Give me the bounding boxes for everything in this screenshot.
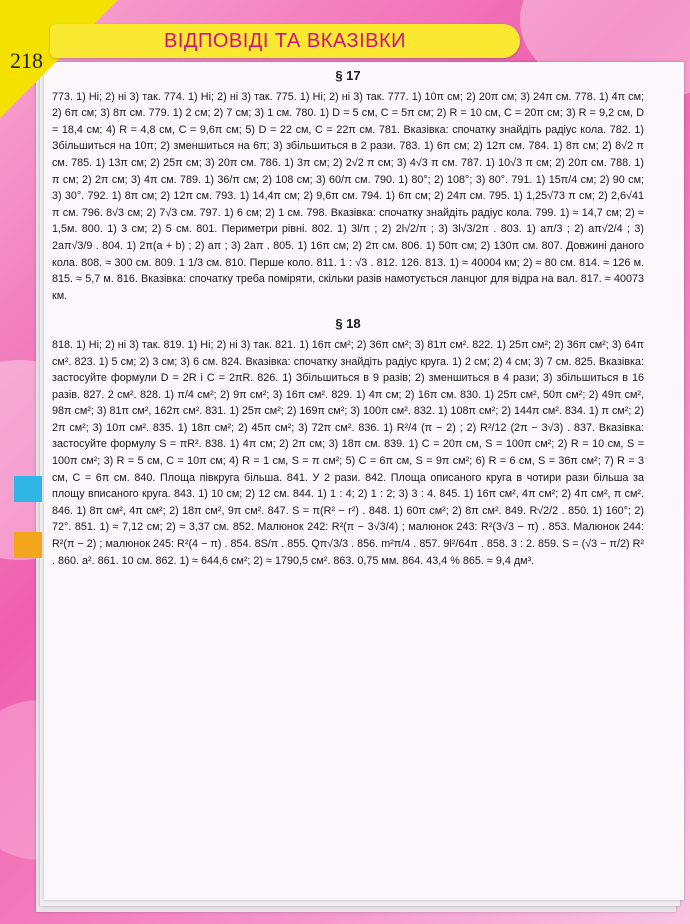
page-number: 218 bbox=[10, 48, 43, 73]
side-tab-orange bbox=[14, 532, 42, 558]
section-heading: § 18 bbox=[335, 316, 361, 332]
section-heading: § 17 bbox=[335, 68, 361, 83]
section-answers: 818. 1) Ні; 2) ні 3) так. 819. 1) Ні; 2) ні 3) так. 821. 1) 16π см²; 2) 36π см²; 3) 81π см². 822. 1) 25π см²; 2) 36π см²; 3) 64π см². 823. 1) 5 см; 2) 3 см; 3) 6 см. 824. Вказівка: спочатку знайдіть радіус круга. 1) 2 см; 2) 4 см; 3) 7 см. 825. Вказівка: застосуйте формули D = 2R і C = 2πR. 826. 1) Збільшиться в 9 разів; 2) зменшиться в 4 рази; 3) збільшиться в 16 разів. 827. 2 см². 828. 1) π/4 см²; 2) 9π см²; 3) 16π см². 829. 1) 4π см; 2) 16π см. 830. 1) 25π см², 50π см²; 2) 49π см², 98π см²; 3) 81π см², 162π см². 831. 1) 25π см²; 2) 169π см²; 3) 100π см². 832. 1) 108π см²; 2) 144π см². 834. 1) π см²; 2) 2π см²; 3) 10π см². 835. 1) 18π см²; 2) 45π см²; 3) 72π см². 836. 1) R²/4 (π − 2) ; 2) R²/12 (2π − 3√3) . 837. Вказівка: застосуйте формулу S = πR². 838. 1) 4π см; 2) 2π см; 3) 18π см. 839. 1) C = 20π см, S = 100π см²; 2) R = 10 см, S = 100π см²; 3) R = 5 см, C = 10π см; 4) R = 1 см, S = π см²; 5) C = 6π см, S = 9π см²; 6) R = 6 см, S = 36π см²; 7) R = 3 см, C = 6π см. 840. Площа півкруга більша. 841. У 2 рази. 842. Площа описаного круга в чотири рази більша за площу вписаного круга. 843. 1) 10 см; 2) 12 см. 844. 1) 1 : 4; 2) 1 : 2; 3) 3 : 4. 845. 1) 16π см², 4π см²; 2) 4π см², π см². 846. 1) 8π см², 4π см²; 2) 18π см², 9π см². 847. S = π(R² − r²) . 848. 1) 60π см²; 2) 8π см². 849. R√2/2 . 850. 1) 160°; 2) 72°. 851. 1) ≈ 7,12 см; 2) ≈ 3,37 см. 852. Малюнок 242: R²(π − 3√3/4) ; малюнок 243: R²(3√3 − π) . 853. Малюнок 244: R²(π − 2) ; малюнок 245: R²(4 − π) . 854. 8S/π . 855. Qπ√3/3 . 856. m²π/4 . 857. 9l²/64π . 858. 3 : 2. 859. S = (√3 − π/2) R² . 860. a². 861. 10 см. 862. 1) ≈ 644,6 см²; 2) ≈ 1790,5 см². 863. 0,75 мм. 864. 43,4 % 865. ≈ 9,4 дм³. bbox=[52, 338, 644, 567]
section-answers: 773. 1) Ні; 2) ні 3) так. 774. 1) Ні; 2) ні 3) так. 775. 1) Ні; 2) ні 3) так. 777. 1) 10π см; 2) 20π см; 3) 24π см. 778. 1) 4π см; 2) 6π см; 3) 8π см. 779. 1) 2 см; 2) 7 см; 3) 1 см. 780. 1) D = 5 см, C = 5π см; 2) R = 10 см, C = 20π см; 3) R = 9,2 см, D = 18,4 см; 4) R = 4,8 см, C = 9,6π см; 5) D = 22 см, C = 22π см. 781. Вказівка: спочатку знайдіть радіус кола. 782. 1) Збільшиться на 10π; 2) зменшиться на 6π; 3) збільшиться в 2 рази. 783. 1) 6π см; 2) 12π см. 784. 1) 8π см; 2) 8√2 π см. 785. 1) 13π см; 2) 25π см; 3) 20π см. 786. 1) 3π см; 2) 2√2 π см; 3) 4√3 π см. 787. 1) 10√3 π см; 2) 20π см. 788. 1) π см; 2) 2π см; 3) 4π см. 789. 1) 36/π см; 2) 108 см; 3) 60/π см. 790. 1) 80°; 2) 108°; 3) 80°. 791. 1) 15π/4 см; 2) 90 см; 3) 30°. 792. 1) 8π см; 2) 12π см. 793. 1) 14,4π см; 2) 9,6π см. 794. 1) 6π см; 2) 24π см. 795. 1) 1,25√73 π см; 2) 2,6√41 π см. 796. 8√3 см; 2) 7√3 см. 797. 1) 6 см; 2) 1 см. 798. Вказівка: спочатку знайдіть радіус кола. 799. 1) ≈ 14,7 см; 2) ≈ 1,5м. 800. 1) 3 см; 2) 5 см. 801. Периметри рівні. 802. 1) 3l/π ; 2) 2l√2/π ; 3) 3l√3/2π . 803. 1) aπ/3 ; 2) aπ√2/4 ; 3) 2aπ√3/9 . 804. 1) 2π(a + b) ; 2) aπ ; 3) 2aπ . 805. 1) 16π см; 2) 2π см. 806. 1) 50π см; 2) 130π см. 807. Довжині даного кола. 808. ≈ 300 см. 809. 1 1/3 см. 810. Перше коло. 811. 1 : √3 . 812. 126. 813. 1) ≈ 40004 км; 2) ≈ 80 см. 814. ≈ 126 м. 815. ≈ 5,7 м. 816. Вказівка: спочатку треба поміряти, скільки разів намотується ланцюг для відра на вал. 817. ≈ 40073 км. bbox=[52, 90, 644, 302]
title-banner bbox=[50, 24, 520, 58]
answers-content bbox=[52, 66, 644, 569]
page-title: ВІДПОВІДІ ТА ВКАЗІВКИ bbox=[164, 29, 406, 52]
side-tab-blue bbox=[14, 476, 42, 502]
